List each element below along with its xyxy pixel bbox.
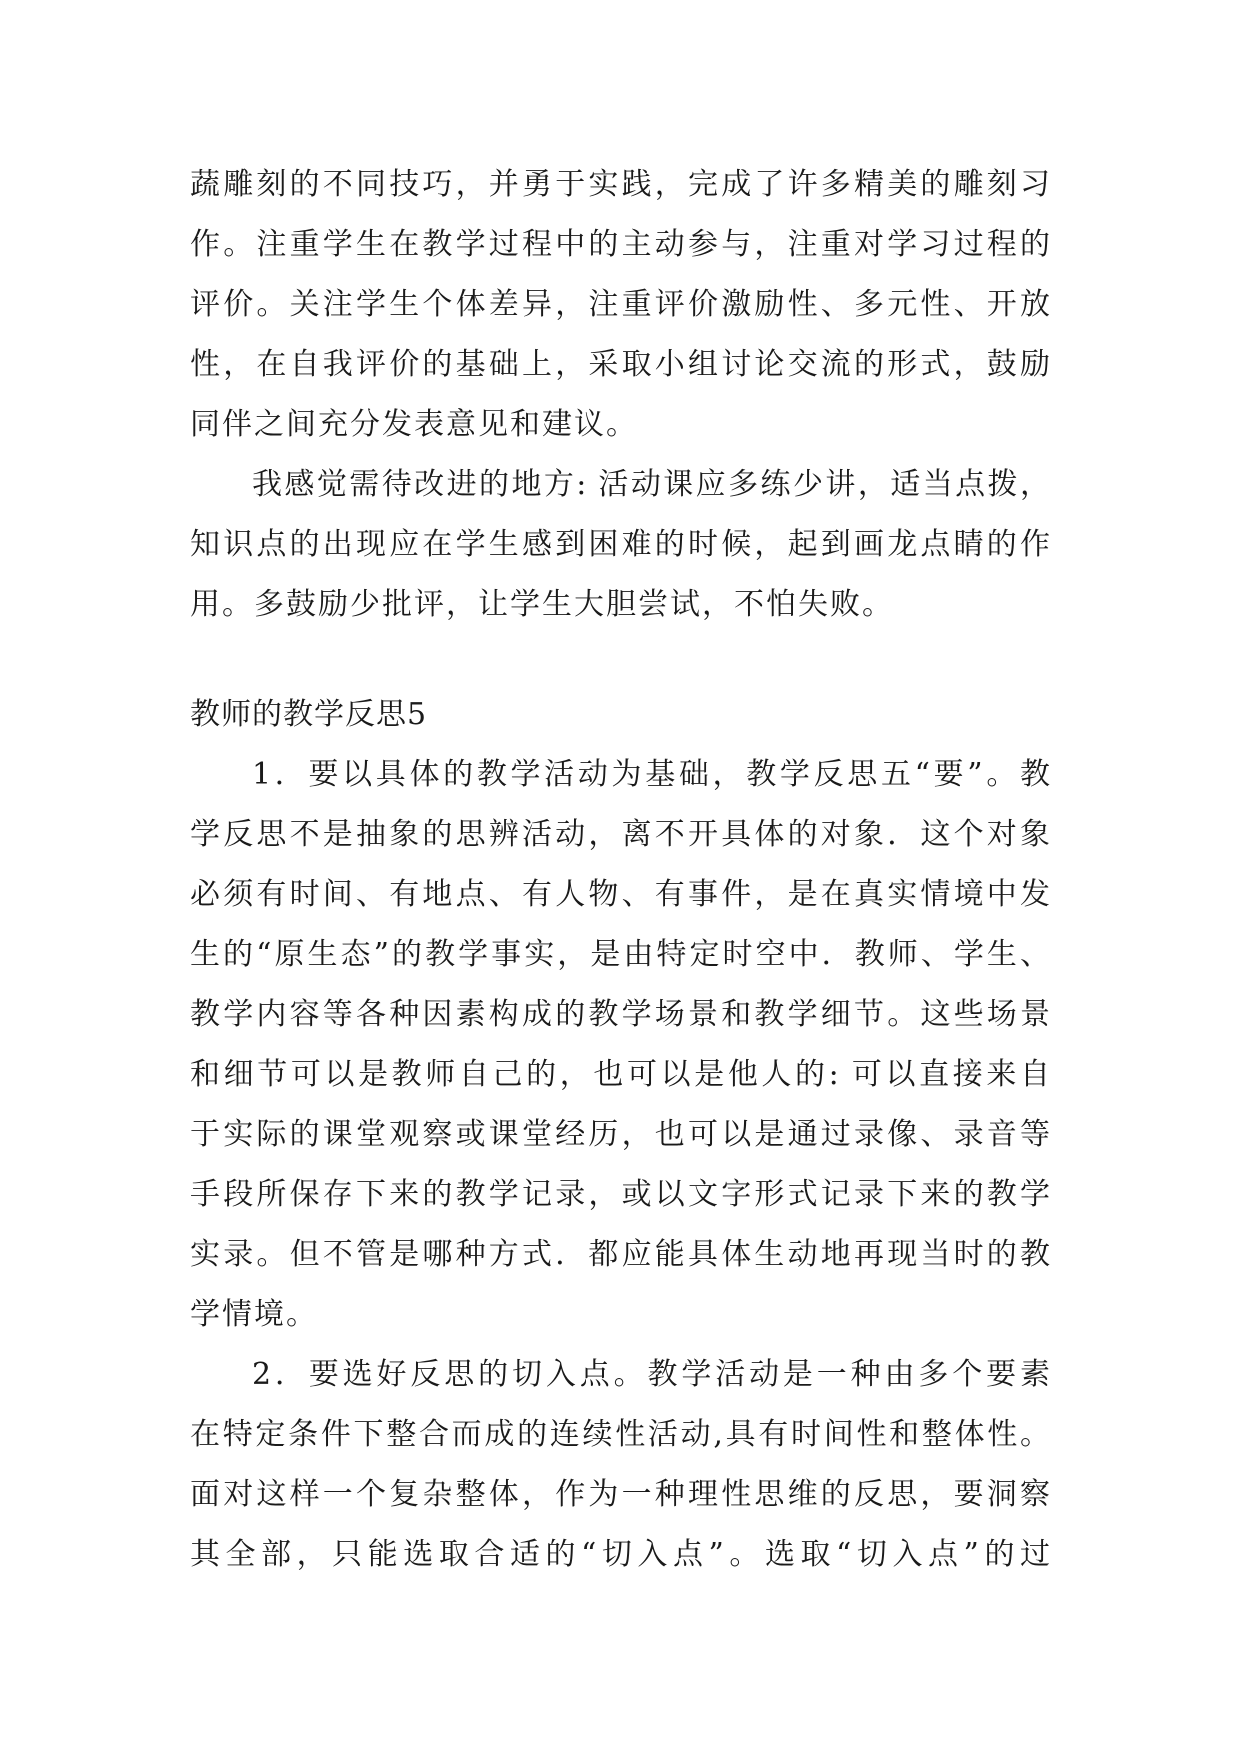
paragraph-3-line-10: 学情境。 [190, 1297, 318, 1332]
paragraph-1-line-1: 蔬雕刻的不同技巧，并勇于实践，完成了许多精美的雕刻习 [190, 167, 1050, 202]
section-title: 教师的教学反思5 [190, 697, 428, 732]
paragraph-3-line-8: 手段所保存下来的教学记录，或以文字形式记录下来的教学 [190, 1177, 1050, 1212]
paragraph-3-line-6: 和细节可以是教师自己的，也可以是他人的: 可以直接来自 [190, 1057, 1050, 1092]
paragraph-3-line-2: 学反思不是抽象的思辨活动，离不开具体的对象．这个对象 [190, 817, 1050, 852]
paragraph-2-line-1: 我感觉需待改进的地方: 活动课应多练少讲，适当点拨， [252, 467, 1050, 502]
paragraph-4-line-3: 面对这样一个复杂整体，作为一种理性思维的反思，要洞察 [190, 1477, 1050, 1512]
paragraph-1-line-2: 作。注重学生在教学过程中的主动参与，注重对学习过程的 [190, 227, 1050, 262]
paragraph-2-line-2: 知识点的出现应在学生感到困难的时候，起到画龙点睛的作 [190, 527, 1050, 562]
paragraph-3-line-3: 必须有时间、有地点、有人物、有事件，是在真实情境中发 [190, 877, 1050, 912]
paragraph-1-line-5: 同伴之间充分发表意见和建议。 [190, 407, 638, 442]
paragraph-3-line-4: 生的“原生态”的教学事实，是由特定时空中．教师、学生、 [190, 937, 1050, 972]
paragraph-2-line-3: 用。多鼓励少批评，让学生大胆尝试，不怕失败。 [190, 587, 894, 622]
paragraph-4-line-1: 2．要选好反思的切入点。教学活动是一种由多个要素 [252, 1357, 1050, 1392]
paragraph-3-line-5: 教学内容等各种因素构成的教学场景和教学细节。这些场景 [190, 997, 1050, 1032]
paragraph-3-line-1: 1．要以具体的教学活动为基础，教学反思五“要”。教 [252, 757, 1050, 792]
paragraph-4-line-4: 其全部，只能选取合适的“切入点”。选取“切入点”的过 [190, 1537, 1050, 1572]
paragraph-4-line-2: 在特定条件下整合而成的连续性活动,具有时间性和整体性。 [190, 1417, 1050, 1452]
paragraph-1-line-4: 性，在自我评价的基础上，采取小组讨论交流的形式，鼓励 [190, 347, 1050, 382]
paragraph-3-line-7: 于实际的课堂观察或课堂经历，也可以是通过录像、录音等 [190, 1117, 1050, 1152]
paragraph-3-line-9: 实录。但不管是哪种方式．都应能具体生动地再现当时的教 [190, 1237, 1050, 1272]
paragraph-1-line-3: 评价。关注学生个体差异，注重评价激励性、多元性、开放 [190, 287, 1050, 322]
